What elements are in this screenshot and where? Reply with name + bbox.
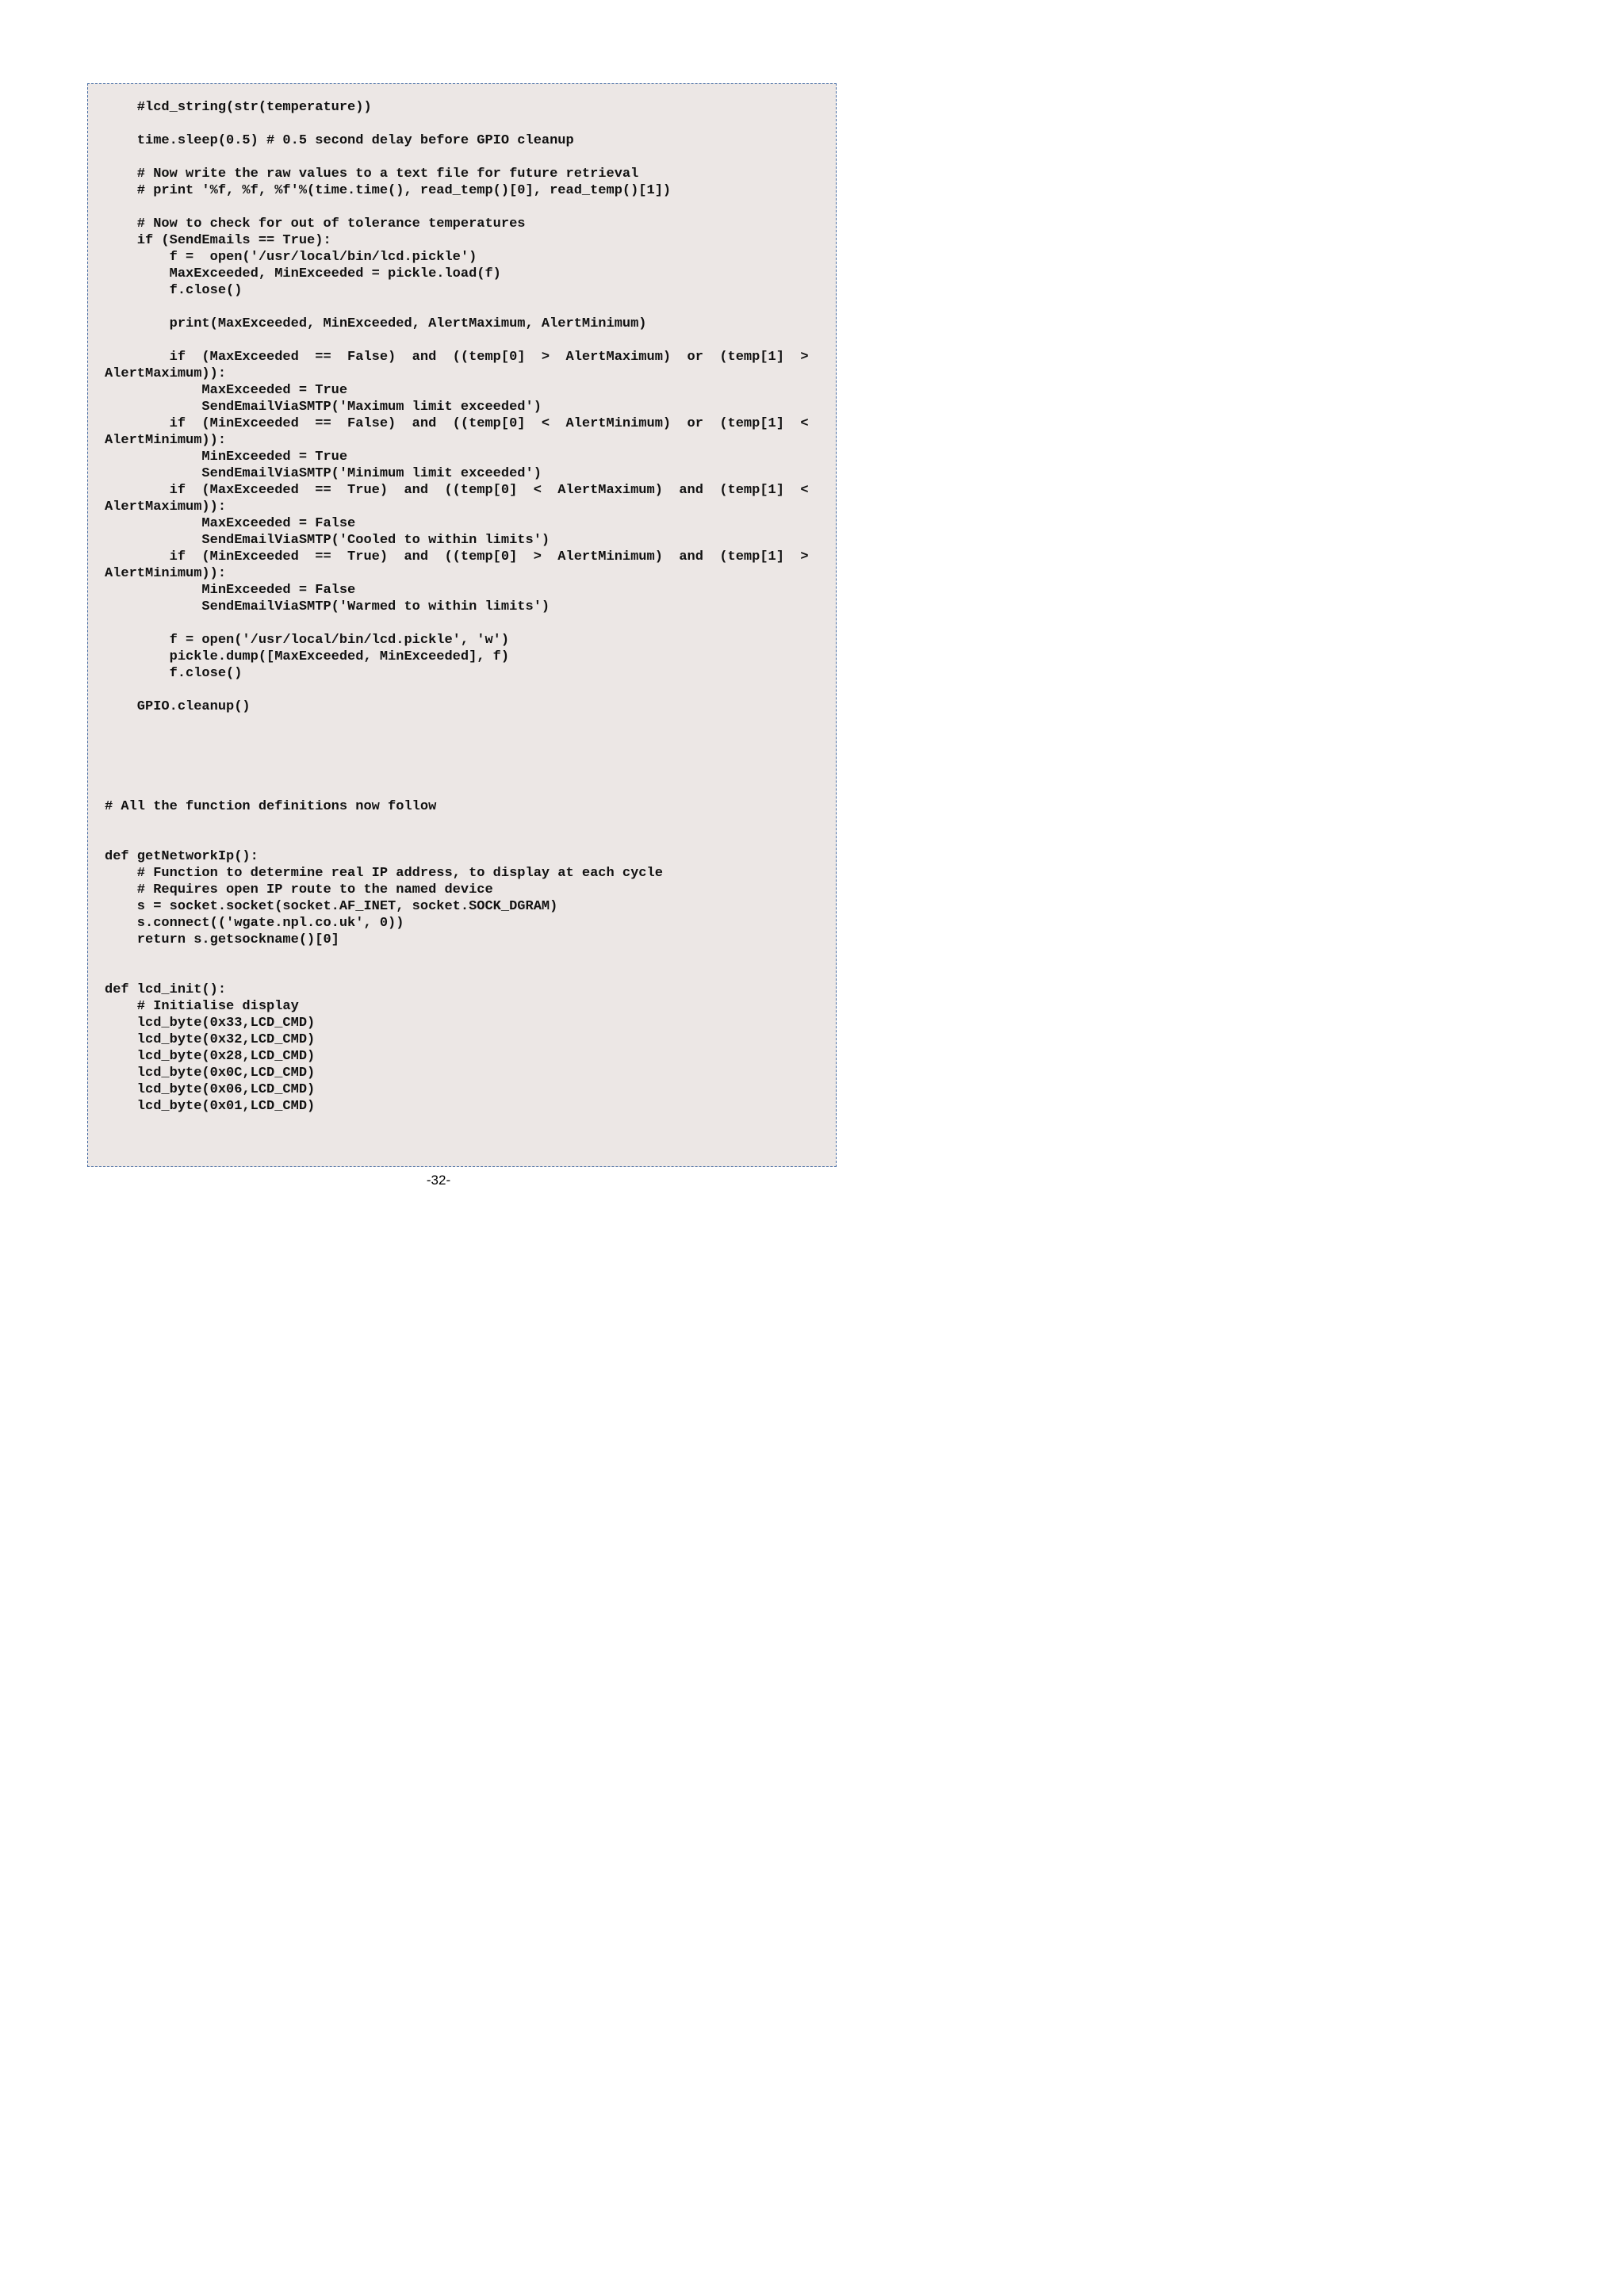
code-line: lcd_byte(0x33,LCD_CMD) bbox=[105, 1016, 316, 1031]
code-line bbox=[105, 300, 113, 315]
code-line: AlertMinimum)): bbox=[105, 433, 227, 448]
code-listing-box bbox=[87, 83, 837, 1167]
code-line: def lcd_init(): bbox=[105, 982, 227, 997]
code-line: MinExceeded = False bbox=[105, 583, 356, 598]
code-line: s.connect(('wgate.npl.co.uk', 0)) bbox=[105, 916, 404, 931]
code-line: GPIO.cleanup() bbox=[105, 699, 251, 714]
code-line: SendEmailViaSMTP('Minimum limit exceeded') bbox=[105, 466, 542, 481]
code-line: lcd_byte(0x0C,LCD_CMD) bbox=[105, 1066, 316, 1081]
code-line bbox=[105, 966, 113, 981]
code-line: AlertMaximum)): bbox=[105, 499, 227, 515]
code-line: if (SendEmails == True): bbox=[105, 233, 331, 248]
code-line: MaxExceeded = False bbox=[105, 516, 356, 531]
code-line: # Now write the raw values to a text file for future retrieval bbox=[105, 166, 639, 182]
code-line: # print '%f, %f, %f'%(time.time(), read_temp()[0], read_temp()[1]) bbox=[105, 183, 672, 198]
code-line: if (MinExceeded == True) and ((temp[0] > AlertMinimum) and (temp[1] > bbox=[105, 549, 809, 564]
code-line: # Initialise display bbox=[105, 999, 299, 1014]
code-line bbox=[105, 200, 113, 215]
code-line bbox=[105, 683, 113, 698]
code-line: lcd_byte(0x32,LCD_CMD) bbox=[105, 1032, 316, 1047]
code-line: SendEmailViaSMTP('Cooled to within limits') bbox=[105, 533, 550, 548]
code-line: if (MaxExceeded == True) and ((temp[0] < AlertMaximum) and (temp[1] < bbox=[105, 483, 809, 498]
code-line: # Function to determine real IP address, to display at each cycle bbox=[105, 866, 663, 881]
code-line: lcd_byte(0x06,LCD_CMD) bbox=[105, 1082, 316, 1097]
code-line: MinExceeded = True bbox=[105, 450, 348, 465]
code-line: time.sleep(0.5) # 0.5 second delay before GPIO cleanup bbox=[105, 133, 574, 148]
code-line: AlertMinimum)): bbox=[105, 566, 227, 581]
code-line bbox=[105, 749, 113, 764]
code-line bbox=[105, 117, 113, 132]
code-line: f = open('/usr/local/bin/lcd.pickle') bbox=[105, 250, 477, 265]
code-line bbox=[105, 949, 113, 964]
code-line: lcd_byte(0x28,LCD_CMD) bbox=[105, 1049, 316, 1064]
page-number: -32- bbox=[426, 1173, 451, 1188]
code-line: SendEmailViaSMTP('Warmed to within limits') bbox=[105, 599, 550, 614]
code-line bbox=[105, 832, 113, 848]
code-line: # All the function definitions now follow bbox=[105, 799, 437, 814]
code-line bbox=[105, 333, 113, 348]
code-line bbox=[105, 733, 113, 748]
code-line: s = socket.socket(socket.AF_INET, socket.SOCK_DGRAM) bbox=[105, 899, 558, 914]
code-line bbox=[105, 716, 113, 731]
code-line: def getNetworkIp(): bbox=[105, 849, 259, 864]
code-line: MaxExceeded, MinExceeded = pickle.load(f) bbox=[105, 266, 501, 281]
code-line: if (MaxExceeded == False) and ((temp[0] > AlertMaximum) or (temp[1] > bbox=[105, 350, 809, 365]
code-line: SendEmailViaSMTP('Maximum limit exceeded') bbox=[105, 400, 542, 415]
code-line bbox=[105, 766, 113, 781]
code-line: print(MaxExceeded, MinExceeded, AlertMaximum, AlertMinimum) bbox=[105, 316, 647, 331]
code-line: if (MinExceeded == False) and ((temp[0] < AlertMinimum) or (temp[1] < bbox=[105, 416, 809, 431]
code-block bbox=[105, 99, 809, 1115]
code-line: return s.getsockname()[0] bbox=[105, 932, 339, 947]
code-line: f.close() bbox=[105, 283, 243, 298]
code-line: lcd_byte(0x01,LCD_CMD) bbox=[105, 1099, 316, 1114]
code-line bbox=[105, 816, 113, 831]
code-line bbox=[105, 150, 113, 165]
code-line: #lcd_string(str(temperature)) bbox=[105, 100, 372, 115]
code-line bbox=[105, 783, 113, 798]
code-line: AlertMaximum)): bbox=[105, 366, 227, 381]
code-line: # Now to check for out of tolerance temperatures bbox=[105, 216, 526, 232]
code-line: f.close() bbox=[105, 666, 243, 681]
code-line: MaxExceeded = True bbox=[105, 383, 348, 398]
code-line: pickle.dump([MaxExceeded, MinExceeded], f) bbox=[105, 649, 510, 664]
code-line bbox=[105, 616, 113, 631]
code-line: # Requires open IP route to the named device bbox=[105, 882, 493, 897]
code-line: f = open('/usr/local/bin/lcd.pickle', 'w') bbox=[105, 633, 510, 648]
